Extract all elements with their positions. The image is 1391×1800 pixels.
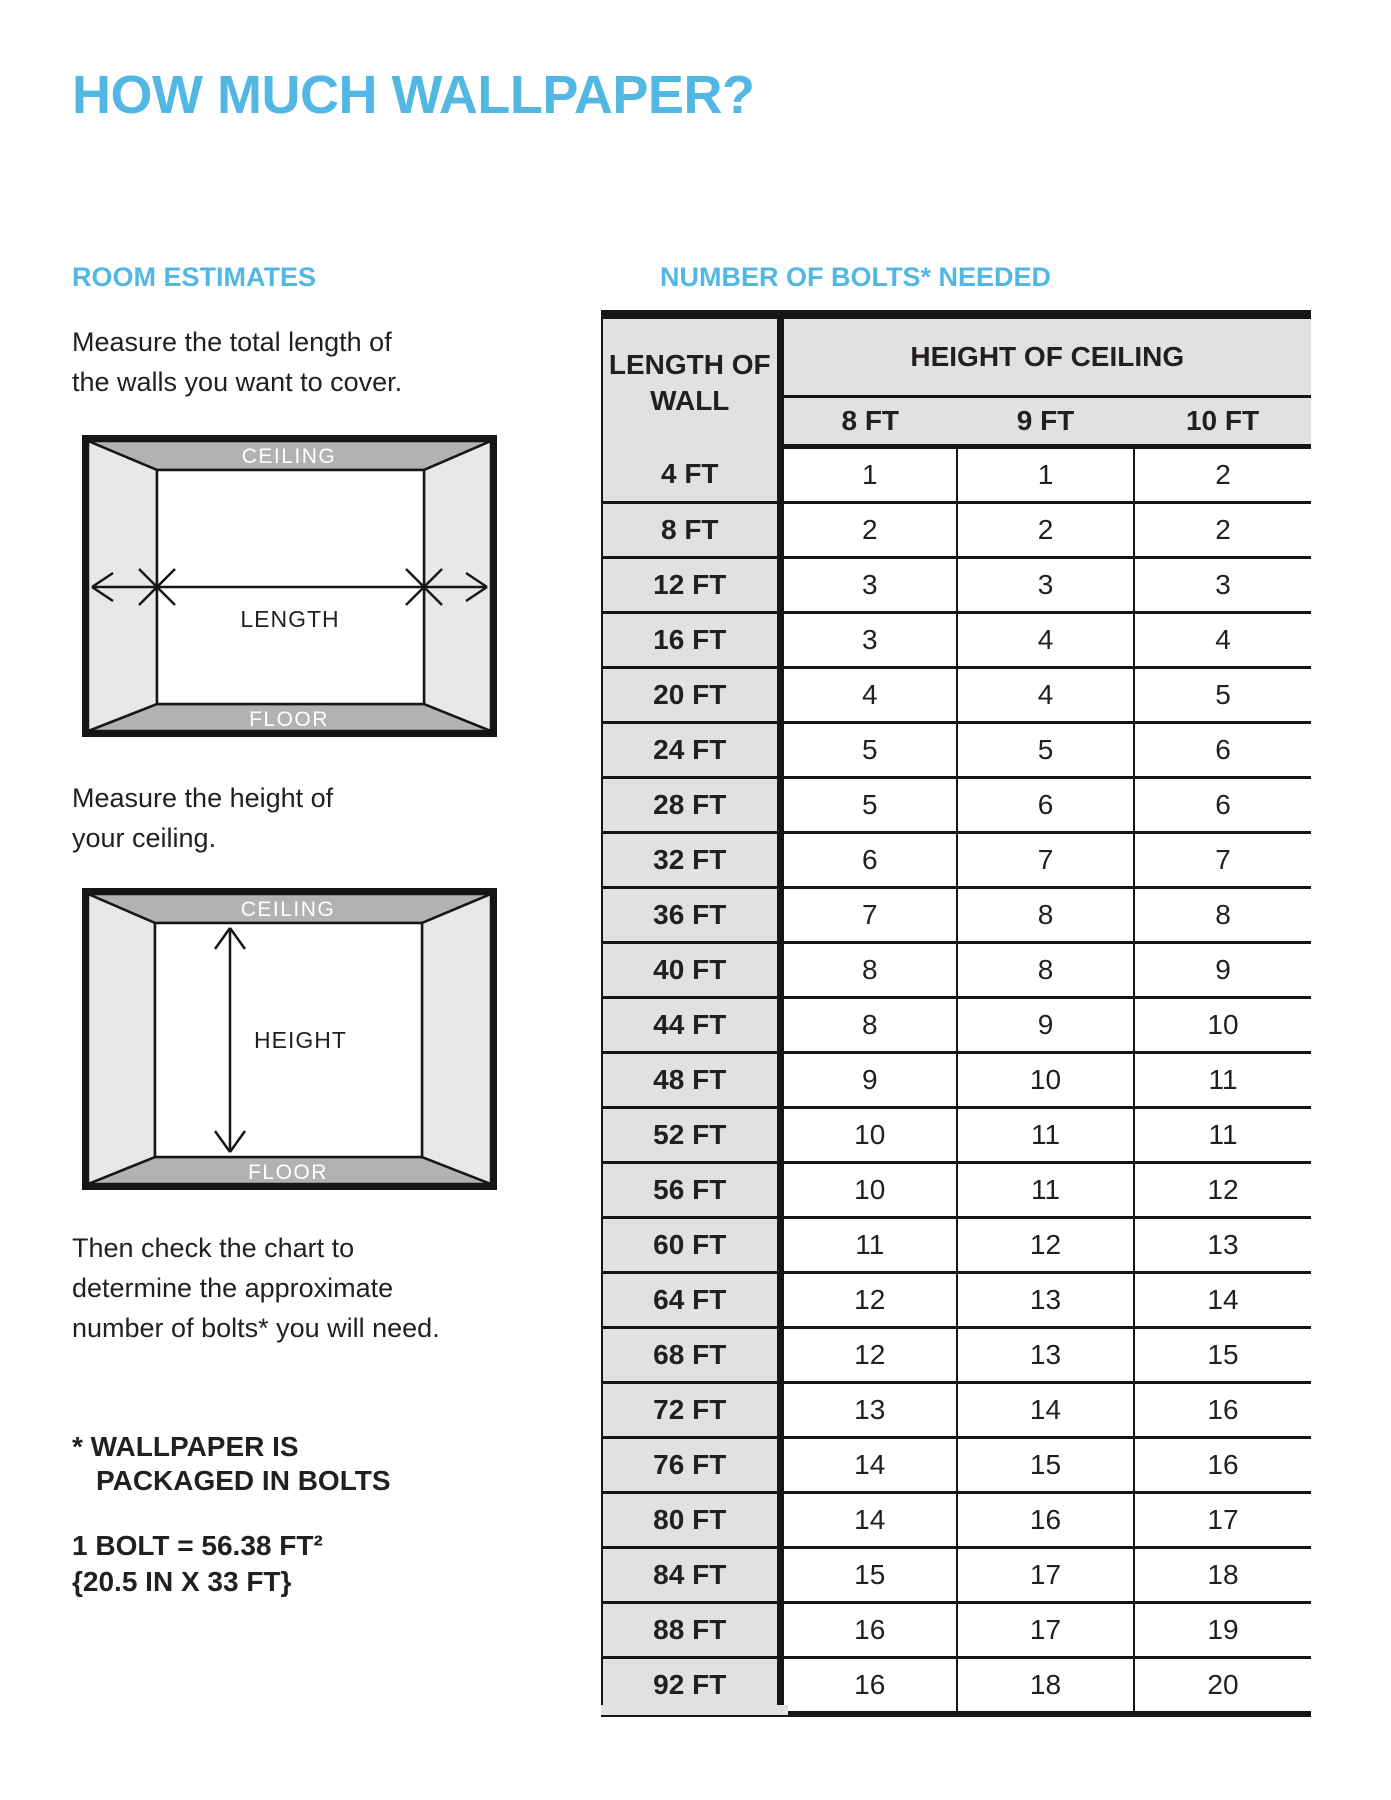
table-row (602, 998, 1311, 1053)
bolts-value-cell: 6 (780, 833, 957, 888)
bolts-value-cell: 7 (957, 833, 1134, 888)
text-line: {20.5 IN X 33 FT} (72, 1566, 292, 1597)
bolts-value-cell: 2 (957, 503, 1134, 558)
bolts-value-cell: 9 (1134, 943, 1311, 998)
wall-length-cell: 68 FT (602, 1328, 780, 1383)
bolts-value-cell: 5 (957, 723, 1134, 778)
bolts-value-cell: 14 (1134, 1273, 1311, 1328)
text-line: Measure the total length of (72, 327, 392, 357)
bolts-needed-heading: NUMBER OF BOLTS* NEEDED (660, 262, 1052, 292)
bolts-value-cell: 4 (780, 668, 957, 723)
bolts-value-cell: 15 (1134, 1328, 1311, 1383)
table-row (602, 1328, 1311, 1383)
col-header-9ft: 9 FT (957, 397, 1134, 447)
bolts-value-cell: 11 (780, 1218, 957, 1273)
bolts-value-cell: 1 (957, 447, 1134, 503)
bolts-value-cell: 15 (957, 1438, 1134, 1493)
bolts-value-cell: 4 (1134, 613, 1311, 668)
bolts-value-cell: 6 (957, 778, 1134, 833)
bolts-value-cell: 2 (780, 503, 957, 558)
bolts-value-cell: 10 (780, 1108, 957, 1163)
text-line: determine the approximate (72, 1273, 394, 1303)
bolts-value-cell: 4 (957, 668, 1134, 723)
table-row (602, 778, 1311, 833)
table-row (602, 503, 1311, 558)
bolts-value-cell: 16 (780, 1603, 957, 1658)
bolts-value-cell: 16 (957, 1493, 1134, 1548)
wall-length-cell: 40 FT (602, 943, 780, 998)
check-chart-text (72, 1228, 440, 1348)
table-row (602, 1163, 1311, 1218)
table-row (602, 833, 1311, 888)
ceiling-label: CEILING (240, 898, 336, 921)
floor-label: FLOOR (248, 1161, 328, 1184)
bolts-table-element (601, 310, 1311, 1717)
bolts-table (601, 310, 1311, 1717)
left-wall-panel (88, 894, 155, 1184)
height-diagram (82, 888, 497, 1190)
bolts-value-cell: 14 (780, 1438, 957, 1493)
bolts-value-cell: 5 (780, 778, 957, 833)
bolt-spec (72, 1528, 323, 1600)
text-line: Measure the height of (72, 783, 334, 813)
bolts-value-cell: 6 (1134, 723, 1311, 778)
bolts-value-cell: 3 (1134, 558, 1311, 613)
wall-length-cell: 44 FT (602, 998, 780, 1053)
bolts-value-cell: 10 (957, 1053, 1134, 1108)
text-line: the walls you want to cover. (72, 367, 403, 397)
bolts-value-cell: 13 (780, 1383, 957, 1438)
bolts-table-body (602, 447, 1311, 1715)
bolts-value-cell: 16 (780, 1658, 957, 1715)
bolts-value-cell: 14 (780, 1493, 957, 1548)
length-measure-label: LENGTH (240, 606, 340, 632)
table-row (602, 613, 1311, 668)
bolts-value-cell: 14 (957, 1383, 1134, 1438)
table-row (602, 1603, 1311, 1658)
wall-length-cell: 84 FT (602, 1548, 780, 1603)
col-header-8ft: 8 FT (780, 397, 957, 447)
wall-length-cell: 36 FT (602, 888, 780, 943)
wall-length-cell: 28 FT (602, 778, 780, 833)
bolts-value-cell: 17 (957, 1548, 1134, 1603)
bolts-value-cell: 19 (1134, 1603, 1311, 1658)
bolts-value-cell: 3 (780, 613, 957, 668)
bolts-value-cell: 6 (1134, 778, 1311, 833)
bolts-value-cell: 10 (1134, 998, 1311, 1053)
wall-length-cell: 12 FT (602, 558, 780, 613)
bolts-value-cell: 12 (1134, 1163, 1311, 1218)
ceiling-label: CEILING (241, 445, 337, 468)
page-title: HOW MUCH WALLPAPER? (72, 65, 755, 125)
wall-length-cell: 48 FT (602, 1053, 780, 1108)
bolts-value-cell: 16 (1134, 1383, 1311, 1438)
bolts-value-cell: 12 (957, 1218, 1134, 1273)
height-of-ceiling-header: HEIGHT OF CEILING (780, 315, 1311, 397)
bolts-value-cell: 17 (1134, 1493, 1311, 1548)
height-measure-label: HEIGHT (254, 1027, 347, 1053)
table-row (602, 1548, 1311, 1603)
length-diagram (82, 435, 497, 737)
bolts-value-cell: 13 (957, 1273, 1134, 1328)
wall-length-cell: 72 FT (602, 1383, 780, 1438)
bolts-value-cell: 18 (957, 1658, 1134, 1715)
length-of-wall-header: LENGTH OF WALL (602, 315, 780, 447)
floor-label: FLOOR (249, 708, 329, 731)
text-line: your ceiling. (72, 823, 217, 853)
bolts-value-cell: 1 (780, 447, 957, 503)
bolts-value-cell: 11 (957, 1163, 1134, 1218)
col-header-10ft: 10 FT (1134, 397, 1311, 447)
bolts-value-cell: 8 (1134, 888, 1311, 943)
bolts-value-cell: 11 (957, 1108, 1134, 1163)
bolts-value-cell: 9 (780, 1053, 957, 1108)
wall-length-cell: 20 FT (602, 668, 780, 723)
text-line: 1 BOLT = 56.38 FT² (72, 1530, 323, 1561)
wall-length-cell: 8 FT (602, 503, 780, 558)
bolts-value-cell: 11 (1134, 1053, 1311, 1108)
bolts-value-cell: 3 (957, 558, 1134, 613)
table-row (602, 1108, 1311, 1163)
table-row (602, 1383, 1311, 1438)
wall-length-cell: 24 FT (602, 723, 780, 778)
wall-length-cell: 16 FT (602, 613, 780, 668)
bolts-value-cell: 5 (1134, 668, 1311, 723)
wall-length-cell: 52 FT (602, 1108, 780, 1163)
bolts-value-cell: 4 (957, 613, 1134, 668)
wall-length-cell: 92 FT (602, 1658, 780, 1715)
measure-height-text (72, 778, 333, 858)
bolts-value-cell: 7 (780, 888, 957, 943)
text-line: * WALLPAPER IS (72, 1431, 299, 1462)
table-row (602, 1438, 1311, 1493)
bolts-value-cell: 12 (780, 1328, 957, 1383)
wallpaper-footnote (72, 1430, 391, 1498)
bolts-value-cell: 13 (1134, 1218, 1311, 1273)
table-row (602, 1218, 1311, 1273)
bolts-value-cell: 17 (957, 1603, 1134, 1658)
bolts-value-cell: 15 (780, 1548, 957, 1603)
bolts-value-cell: 10 (780, 1163, 957, 1218)
wall-length-cell: 64 FT (602, 1273, 780, 1328)
table-row (602, 1053, 1311, 1108)
room-estimates-heading: ROOM ESTIMATES (72, 262, 317, 292)
wall-length-cell: 88 FT (602, 1603, 780, 1658)
table-row (602, 558, 1311, 613)
bolts-value-cell: 8 (957, 943, 1134, 998)
wall-length-cell: 80 FT (602, 1493, 780, 1548)
bolts-value-cell: 11 (1134, 1108, 1311, 1163)
bolts-value-cell: 7 (1134, 833, 1311, 888)
wall-length-cell: 60 FT (602, 1218, 780, 1273)
bolts-value-cell: 8 (780, 943, 957, 998)
bolts-value-cell: 13 (957, 1328, 1134, 1383)
table-row (602, 943, 1311, 998)
bolts-value-cell: 20 (1134, 1658, 1311, 1715)
bolts-value-cell: 3 (780, 558, 957, 613)
height-diagram-svg (82, 888, 497, 1190)
table-row (602, 888, 1311, 943)
bolts-value-cell: 8 (780, 998, 957, 1053)
right-wall-panel (422, 894, 491, 1184)
table-row (602, 723, 1311, 778)
table-bottom-tab (601, 1705, 788, 1715)
bolts-value-cell: 8 (957, 888, 1134, 943)
table-row (602, 668, 1311, 723)
wall-length-cell: 32 FT (602, 833, 780, 888)
bolts-value-cell: 12 (780, 1273, 957, 1328)
table-row (602, 1493, 1311, 1548)
length-diagram-svg (82, 435, 497, 737)
table-row (602, 1273, 1311, 1328)
wall-length-cell: 76 FT (602, 1438, 780, 1493)
wall-length-cell: 4 FT (602, 447, 780, 503)
wall-length-cell: 56 FT (602, 1163, 780, 1218)
measure-length-text (72, 322, 402, 402)
text-line: PACKAGED IN BOLTS (96, 1465, 391, 1496)
bolts-value-cell: 16 (1134, 1438, 1311, 1493)
bolts-value-cell: 18 (1134, 1548, 1311, 1603)
bolts-value-cell: 2 (1134, 503, 1311, 558)
bolts-value-cell: 2 (1134, 447, 1311, 503)
text-line: Then check the chart to (72, 1233, 355, 1263)
bolts-value-cell: 9 (957, 998, 1134, 1053)
text-line: number of bolts* you will need. (72, 1313, 440, 1343)
table-row (602, 447, 1311, 503)
bolts-value-cell: 5 (780, 723, 957, 778)
